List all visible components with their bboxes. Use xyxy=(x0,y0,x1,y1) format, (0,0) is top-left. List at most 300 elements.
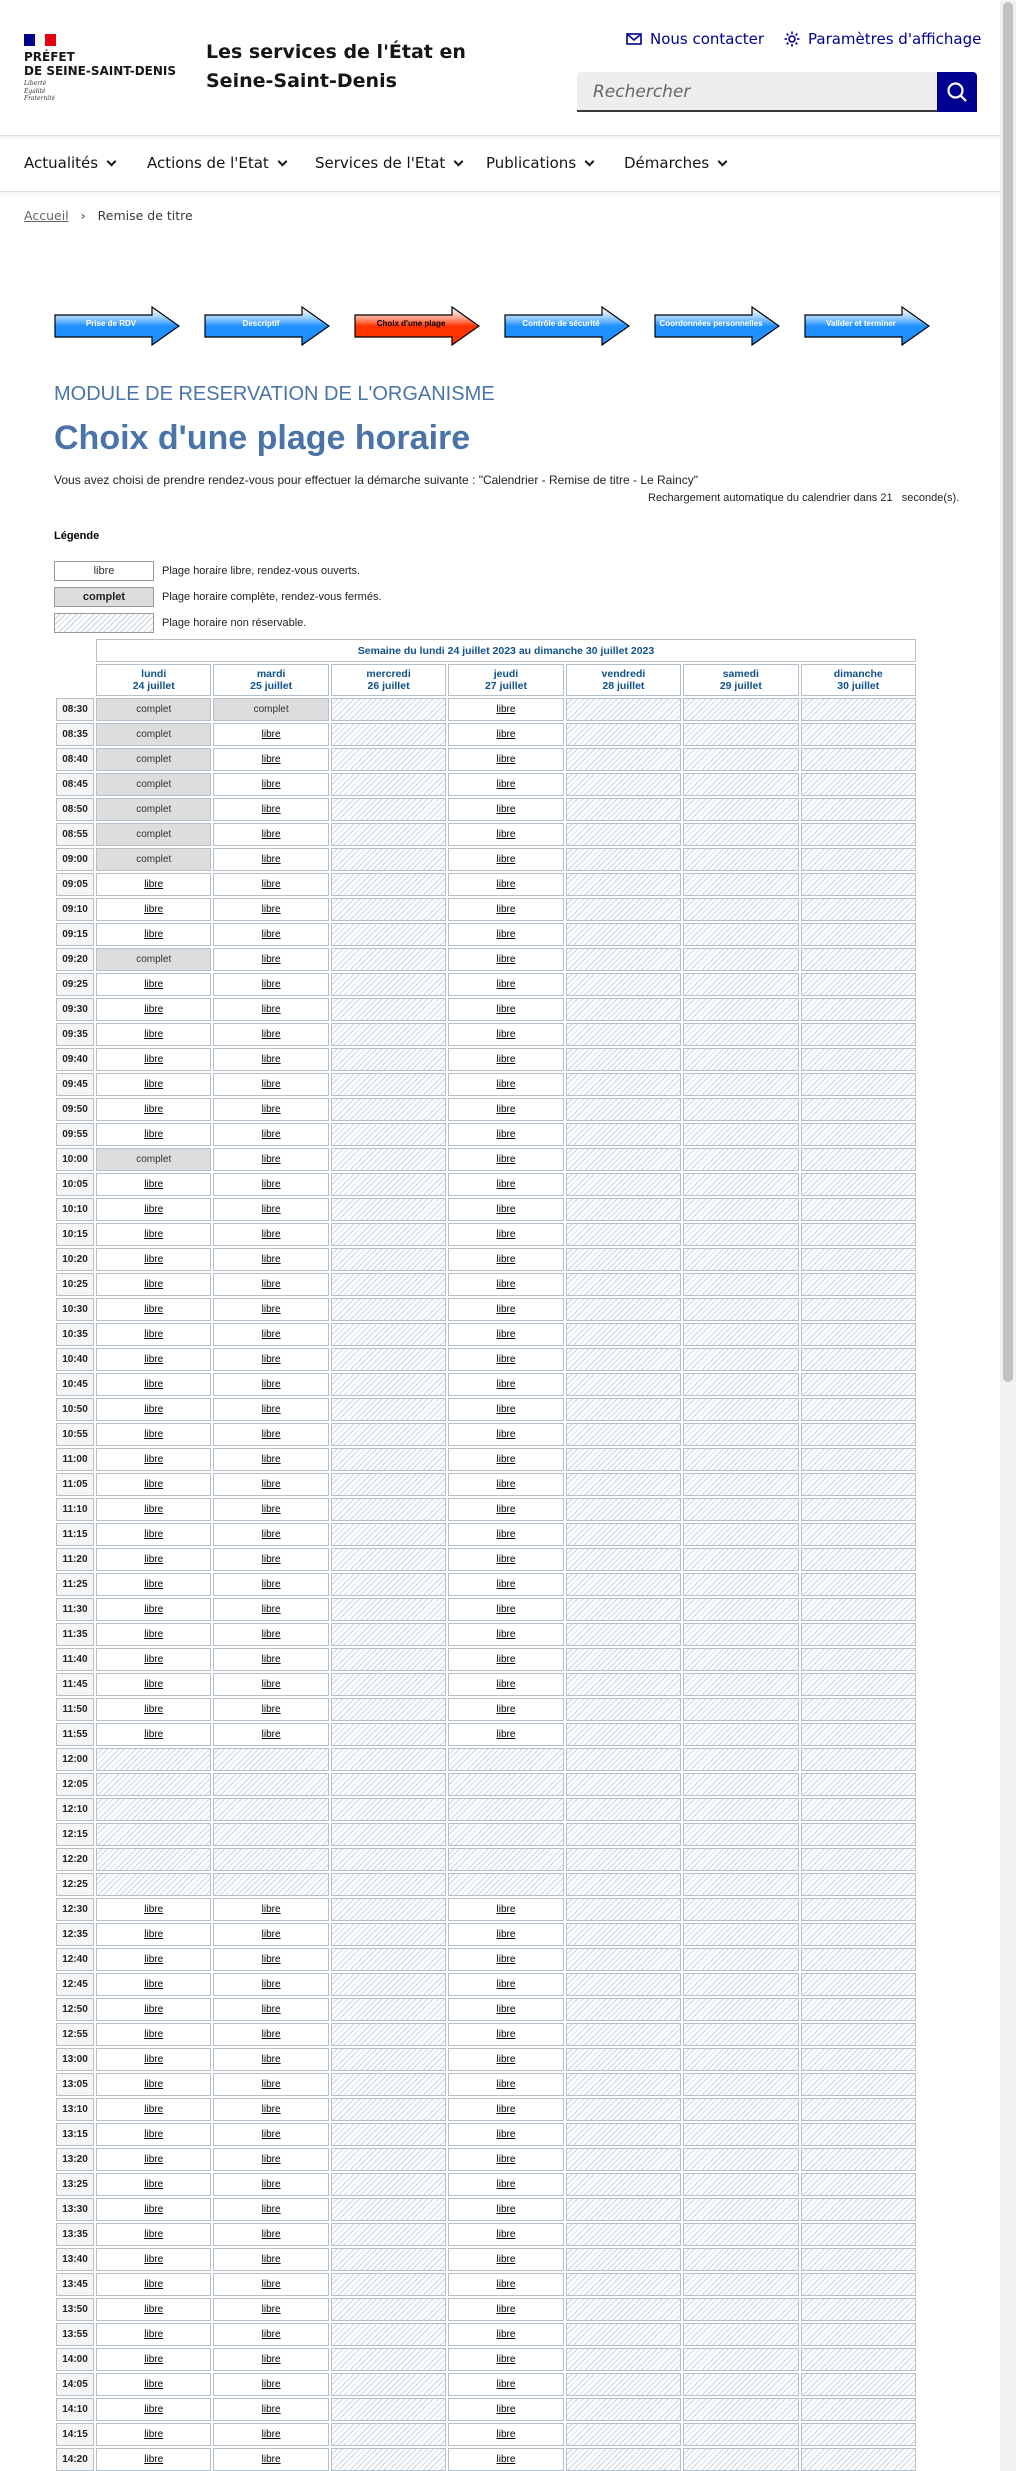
slot-libre[interactable] xyxy=(213,1998,328,2021)
slot-libre[interactable] xyxy=(448,1223,563,1246)
slot-libre[interactable] xyxy=(213,848,328,871)
slot-link[interactable]: libre xyxy=(496,854,516,865)
slot-link[interactable]: libre xyxy=(261,2404,281,2415)
slot-libre[interactable] xyxy=(213,2098,328,2121)
slot-libre[interactable] xyxy=(213,873,328,896)
slot-link[interactable]: libre xyxy=(144,1354,164,1365)
slot-libre[interactable] xyxy=(213,798,328,821)
slot-link[interactable]: libre xyxy=(496,2354,516,2365)
slot-libre[interactable] xyxy=(448,1948,563,1971)
slot-link[interactable]: libre xyxy=(144,1279,164,1290)
slot-link[interactable]: libre xyxy=(496,1679,516,1690)
slot-link[interactable]: libre xyxy=(261,1679,281,1690)
slot-link[interactable]: libre xyxy=(261,2079,281,2090)
slot-libre[interactable] xyxy=(448,798,563,821)
slot-link[interactable]: libre xyxy=(144,1379,164,1390)
slot-libre[interactable] xyxy=(213,2048,328,2071)
slot-libre[interactable] xyxy=(213,1298,328,1321)
slot-libre[interactable] xyxy=(96,2198,211,2221)
slot-libre[interactable] xyxy=(96,1273,211,1296)
slot-link[interactable]: libre xyxy=(496,1654,516,1665)
slot-link[interactable]: libre xyxy=(496,1979,516,1990)
slot-libre[interactable] xyxy=(448,1098,563,1121)
slot-link[interactable]: libre xyxy=(261,1354,281,1365)
slot-link[interactable]: libre xyxy=(496,1254,516,1265)
slot-link[interactable]: libre xyxy=(261,2429,281,2440)
nav-item-demarches[interactable] xyxy=(624,154,726,172)
slot-libre[interactable] xyxy=(448,1148,563,1171)
slot-link[interactable]: libre xyxy=(261,829,281,840)
slot-libre[interactable] xyxy=(213,998,328,1021)
slot-link[interactable]: libre xyxy=(144,1404,164,1415)
slot-link[interactable]: libre xyxy=(261,2354,281,2365)
slot-link[interactable]: libre xyxy=(261,1129,281,1140)
slot-link[interactable]: libre xyxy=(144,1454,164,1465)
slot-link[interactable]: libre xyxy=(144,2004,164,2015)
slot-link[interactable]: libre xyxy=(261,1279,281,1290)
slot-link[interactable]: libre xyxy=(144,1529,164,1540)
slot-libre[interactable] xyxy=(448,723,563,746)
slot-link[interactable]: libre xyxy=(496,1304,516,1315)
slot-link[interactable]: libre xyxy=(144,1629,164,1640)
slot-libre[interactable] xyxy=(213,2173,328,2196)
slot-link[interactable]: libre xyxy=(261,2004,281,2015)
slot-link[interactable]: libre xyxy=(261,879,281,890)
slot-link[interactable]: libre xyxy=(261,2129,281,2140)
slot-link[interactable]: libre xyxy=(261,1929,281,1940)
slot-libre[interactable] xyxy=(96,1198,211,1221)
slot-link[interactable]: libre xyxy=(496,2329,516,2340)
slot-libre[interactable] xyxy=(96,2098,211,2121)
slot-link[interactable]: libre xyxy=(496,2104,516,2115)
slot-libre[interactable] xyxy=(96,923,211,946)
slot-libre[interactable] xyxy=(213,2348,328,2371)
slot-link[interactable]: libre xyxy=(496,2129,516,2140)
slot-link[interactable]: libre xyxy=(261,1304,281,1315)
slot-link[interactable]: libre xyxy=(144,1429,164,1440)
slot-libre[interactable] xyxy=(448,1723,563,1746)
slot-link[interactable]: libre xyxy=(144,1029,164,1040)
slot-libre[interactable] xyxy=(448,1048,563,1071)
slot-link[interactable]: libre xyxy=(144,2279,164,2290)
slot-libre[interactable] xyxy=(448,2123,563,2146)
slot-libre[interactable] xyxy=(96,2248,211,2271)
slot-libre[interactable] xyxy=(213,1473,328,1496)
slot-link[interactable]: libre xyxy=(144,1104,164,1115)
slot-libre[interactable] xyxy=(448,823,563,846)
slot-libre[interactable] xyxy=(213,2448,328,2471)
slot-libre[interactable] xyxy=(96,1423,211,1446)
slot-libre[interactable] xyxy=(213,1048,328,1071)
slot-libre[interactable] xyxy=(448,2273,563,2296)
slot-link[interactable]: libre xyxy=(144,2229,164,2240)
slot-libre[interactable] xyxy=(213,2073,328,2096)
prefet-logo-text[interactable] xyxy=(24,50,176,78)
slot-libre[interactable] xyxy=(213,1098,328,1121)
slot-link[interactable]: libre xyxy=(261,1204,281,1215)
slot-libre[interactable] xyxy=(96,1523,211,1546)
slot-libre[interactable] xyxy=(96,1648,211,1671)
slot-link[interactable]: libre xyxy=(496,1629,516,1640)
slot-link[interactable]: libre xyxy=(496,779,516,790)
slot-libre[interactable] xyxy=(448,2198,563,2221)
slot-link[interactable]: libre xyxy=(496,979,516,990)
slot-libre[interactable] xyxy=(448,1173,563,1196)
scrollbar-thumb[interactable] xyxy=(1003,2,1013,1382)
slot-link[interactable]: libre xyxy=(261,804,281,815)
slot-libre[interactable] xyxy=(448,1698,563,1721)
slot-link[interactable]: libre xyxy=(144,1204,164,1215)
slot-link[interactable]: libre xyxy=(261,1429,281,1440)
slot-libre[interactable] xyxy=(448,2323,563,2346)
slot-libre[interactable] xyxy=(448,1623,563,1646)
slot-libre[interactable] xyxy=(213,1548,328,1571)
slot-link[interactable]: libre xyxy=(496,2304,516,2315)
slot-link[interactable]: libre xyxy=(144,2054,164,2065)
slot-link[interactable]: libre xyxy=(496,2079,516,2090)
slot-link[interactable]: libre xyxy=(144,1654,164,1665)
slot-link[interactable]: libre xyxy=(261,1004,281,1015)
slot-libre[interactable] xyxy=(213,923,328,946)
slot-link[interactable]: libre xyxy=(496,1179,516,1190)
slot-libre[interactable] xyxy=(96,1673,211,1696)
slot-libre[interactable] xyxy=(96,2323,211,2346)
slot-libre[interactable] xyxy=(448,1323,563,1346)
slot-libre[interactable] xyxy=(213,1223,328,1246)
slot-link[interactable]: libre xyxy=(144,904,164,915)
slot-libre[interactable] xyxy=(96,2423,211,2446)
slot-link[interactable]: libre xyxy=(496,2054,516,2065)
slot-libre[interactable] xyxy=(96,973,211,996)
slot-libre[interactable] xyxy=(96,1598,211,1621)
slot-link[interactable]: libre xyxy=(496,2179,516,2190)
slot-libre[interactable] xyxy=(96,1973,211,1996)
slot-libre[interactable] xyxy=(96,1473,211,1496)
nav-item-actualites[interactable] xyxy=(24,154,115,172)
slot-link[interactable]: libre xyxy=(261,1229,281,1240)
slot-libre[interactable] xyxy=(213,1973,328,1996)
slot-link[interactable]: libre xyxy=(144,1479,164,1490)
slot-libre[interactable] xyxy=(448,1573,563,1596)
slot-link[interactable]: libre xyxy=(144,879,164,890)
slot-link[interactable]: libre xyxy=(496,1129,516,1140)
slot-link[interactable]: libre xyxy=(496,1029,516,1040)
slot-libre[interactable] xyxy=(213,1673,328,1696)
slot-libre[interactable] xyxy=(213,1373,328,1396)
slot-libre[interactable] xyxy=(448,848,563,871)
slot-link[interactable]: libre xyxy=(261,1954,281,1965)
slot-libre[interactable] xyxy=(448,1273,563,1296)
site-title[interactable]: Les services de l'État en Seine-Saint-Denis xyxy=(206,41,466,92)
slot-libre[interactable] xyxy=(448,1373,563,1396)
slot-link[interactable]: libre xyxy=(144,2079,164,2090)
slot-link[interactable]: libre xyxy=(496,2404,516,2415)
slot-libre[interactable] xyxy=(448,2248,563,2271)
slot-link[interactable]: libre xyxy=(496,1279,516,1290)
slot-link[interactable]: libre xyxy=(261,1379,281,1390)
slot-link[interactable]: libre xyxy=(496,804,516,815)
slot-link[interactable]: libre xyxy=(496,729,516,740)
slot-libre[interactable] xyxy=(213,1198,328,1221)
slot-libre[interactable] xyxy=(96,1898,211,1921)
slot-libre[interactable] xyxy=(213,1948,328,1971)
slot-libre[interactable] xyxy=(96,1698,211,1721)
slot-libre[interactable] xyxy=(96,2373,211,2396)
slot-libre[interactable] xyxy=(448,1123,563,1146)
slot-libre[interactable] xyxy=(213,723,328,746)
slot-link[interactable]: libre xyxy=(144,1604,164,1615)
slot-libre[interactable] xyxy=(448,1448,563,1471)
slot-libre[interactable] xyxy=(96,1373,211,1396)
slot-link[interactable]: libre xyxy=(261,754,281,765)
slot-link[interactable]: libre xyxy=(144,1504,164,1515)
slot-link[interactable]: libre xyxy=(496,1479,516,1490)
slot-libre[interactable] xyxy=(213,1398,328,1421)
search-input[interactable]: Rechercher xyxy=(577,72,937,112)
slot-libre[interactable] xyxy=(96,2173,211,2196)
slot-link[interactable]: libre xyxy=(261,779,281,790)
slot-libre[interactable] xyxy=(96,1548,211,1571)
slot-libre[interactable] xyxy=(213,1348,328,1371)
slot-libre[interactable] xyxy=(448,2023,563,2046)
slot-link[interactable]: libre xyxy=(144,1329,164,1340)
slot-libre[interactable] xyxy=(448,873,563,896)
slot-libre[interactable] xyxy=(213,1423,328,1446)
slot-libre[interactable] xyxy=(448,1598,563,1621)
slot-link[interactable]: libre xyxy=(144,2379,164,2390)
slot-link[interactable]: libre xyxy=(496,2454,516,2465)
slot-link[interactable]: libre xyxy=(261,2254,281,2265)
slot-link[interactable]: libre xyxy=(496,2429,516,2440)
slot-libre[interactable] xyxy=(213,2298,328,2321)
slot-link[interactable]: libre xyxy=(496,1154,516,1165)
slot-link[interactable]: libre xyxy=(496,2254,516,2265)
slot-libre[interactable] xyxy=(213,1598,328,1621)
slot-libre[interactable] xyxy=(448,2098,563,2121)
slot-libre[interactable] xyxy=(448,1073,563,1096)
slot-libre[interactable] xyxy=(448,1423,563,1446)
slot-libre[interactable] xyxy=(96,1023,211,1046)
slot-libre[interactable] xyxy=(96,1923,211,1946)
slot-link[interactable]: libre xyxy=(261,1729,281,1740)
slot-libre[interactable] xyxy=(96,1623,211,1646)
slot-link[interactable]: libre xyxy=(144,2304,164,2315)
slot-libre[interactable] xyxy=(213,1523,328,1546)
nav-item-services[interactable] xyxy=(315,154,462,172)
slot-libre[interactable] xyxy=(448,1198,563,1221)
slot-link[interactable]: libre xyxy=(261,929,281,940)
slot-link[interactable]: libre xyxy=(144,1554,164,1565)
slot-libre[interactable] xyxy=(96,1398,211,1421)
slot-libre[interactable] xyxy=(448,923,563,946)
slot-link[interactable]: libre xyxy=(496,2229,516,2240)
slot-libre[interactable] xyxy=(213,823,328,846)
slot-link[interactable]: libre xyxy=(496,1579,516,1590)
slot-link[interactable]: libre xyxy=(144,2454,164,2465)
slot-link[interactable]: libre xyxy=(261,1529,281,1540)
slot-libre[interactable] xyxy=(213,1148,328,1171)
slot-link[interactable]: libre xyxy=(261,1404,281,1415)
slot-link[interactable]: libre xyxy=(496,1329,516,1340)
slot-link[interactable]: libre xyxy=(144,2404,164,2415)
slot-link[interactable]: libre xyxy=(261,1629,281,1640)
slot-libre[interactable] xyxy=(96,2273,211,2296)
slot-link[interactable]: libre xyxy=(261,1904,281,1915)
slot-libre[interactable] xyxy=(96,1173,211,1196)
slot-link[interactable]: libre xyxy=(261,729,281,740)
slot-link[interactable]: libre xyxy=(261,1579,281,1590)
slot-link[interactable]: libre xyxy=(261,1979,281,1990)
slot-libre[interactable] xyxy=(213,2273,328,2296)
slot-link[interactable]: libre xyxy=(144,1679,164,1690)
slot-libre[interactable] xyxy=(213,1273,328,1296)
slot-link[interactable]: libre xyxy=(144,2029,164,2040)
slot-libre[interactable] xyxy=(213,1448,328,1471)
slot-link[interactable]: libre xyxy=(144,1304,164,1315)
slot-link[interactable]: libre xyxy=(496,704,516,715)
slot-link[interactable]: libre xyxy=(144,2129,164,2140)
slot-link[interactable]: libre xyxy=(496,2154,516,2165)
slot-link[interactable]: libre xyxy=(261,1454,281,1465)
slot-libre[interactable] xyxy=(448,1923,563,1946)
slot-link[interactable]: libre xyxy=(144,2254,164,2265)
slot-libre[interactable] xyxy=(213,1023,328,1046)
slot-libre[interactable] xyxy=(448,1023,563,1046)
slot-link[interactable]: libre xyxy=(496,1429,516,1440)
slot-link[interactable]: libre xyxy=(261,1479,281,1490)
slot-libre[interactable] xyxy=(448,1398,563,1421)
slot-link[interactable]: libre xyxy=(261,2104,281,2115)
slot-link[interactable]: libre xyxy=(496,1404,516,1415)
slot-libre[interactable] xyxy=(213,1173,328,1196)
slot-link[interactable]: libre xyxy=(496,1604,516,1615)
breadcrumb-home-link[interactable]: Accueil xyxy=(24,208,69,223)
slot-link[interactable]: libre xyxy=(261,2454,281,2465)
slot-link[interactable]: libre xyxy=(496,1229,516,1240)
slot-libre[interactable] xyxy=(96,2123,211,2146)
slot-link[interactable]: libre xyxy=(144,1979,164,1990)
slot-link[interactable]: libre xyxy=(144,1179,164,1190)
slot-libre[interactable] xyxy=(213,1123,328,1146)
slot-link[interactable]: libre xyxy=(144,1129,164,1140)
slot-link[interactable]: libre xyxy=(496,1504,516,1515)
slot-link[interactable]: libre xyxy=(261,2329,281,2340)
slot-link[interactable]: libre xyxy=(496,1954,516,1965)
slot-libre[interactable] xyxy=(213,1248,328,1271)
slot-link[interactable]: libre xyxy=(496,2379,516,2390)
slot-link[interactable]: libre xyxy=(496,2029,516,2040)
slot-link[interactable]: libre xyxy=(496,1004,516,1015)
slot-libre[interactable] xyxy=(448,1473,563,1496)
slot-libre[interactable] xyxy=(96,898,211,921)
slot-libre[interactable] xyxy=(96,1098,211,1121)
slot-link[interactable]: libre xyxy=(144,2329,164,2340)
slot-libre[interactable] xyxy=(213,2398,328,2421)
slot-link[interactable]: libre xyxy=(261,1079,281,1090)
slot-libre[interactable] xyxy=(448,973,563,996)
slot-libre[interactable] xyxy=(213,1573,328,1596)
slot-libre[interactable] xyxy=(448,1673,563,1696)
slot-link[interactable]: libre xyxy=(496,1529,516,1540)
slot-link[interactable]: libre xyxy=(496,929,516,940)
slot-libre[interactable] xyxy=(96,1048,211,1071)
slot-libre[interactable] xyxy=(448,1523,563,1546)
slot-libre[interactable] xyxy=(213,1073,328,1096)
slot-libre[interactable] xyxy=(213,1923,328,1946)
slot-libre[interactable] xyxy=(96,1223,211,1246)
slot-link[interactable]: libre xyxy=(261,1504,281,1515)
slot-libre[interactable] xyxy=(448,2398,563,2421)
slot-link[interactable]: libre xyxy=(144,1004,164,1015)
slot-libre[interactable] xyxy=(213,2373,328,2396)
slot-link[interactable]: libre xyxy=(144,2179,164,2190)
slot-libre[interactable] xyxy=(448,2048,563,2071)
slot-libre[interactable] xyxy=(448,1548,563,1571)
slot-link[interactable]: libre xyxy=(261,979,281,990)
slot-link[interactable]: libre xyxy=(144,2204,164,2215)
slot-libre[interactable] xyxy=(96,1073,211,1096)
slot-link[interactable]: libre xyxy=(496,1054,516,1065)
slot-libre[interactable] xyxy=(96,2023,211,2046)
slot-link[interactable]: libre xyxy=(144,2154,164,2165)
slot-link[interactable]: libre xyxy=(261,2379,281,2390)
slot-libre[interactable] xyxy=(96,2398,211,2421)
slot-libre[interactable] xyxy=(448,773,563,796)
slot-libre[interactable] xyxy=(448,1348,563,1371)
slot-libre[interactable] xyxy=(213,1723,328,1746)
slot-link[interactable]: libre xyxy=(144,1579,164,1590)
slot-libre[interactable] xyxy=(448,2073,563,2096)
slot-link[interactable]: libre xyxy=(144,2104,164,2115)
slot-link[interactable]: libre xyxy=(496,829,516,840)
slot-link[interactable]: libre xyxy=(496,2004,516,2015)
slot-libre[interactable] xyxy=(448,2348,563,2371)
slot-link[interactable]: libre xyxy=(261,2029,281,2040)
slot-libre[interactable] xyxy=(213,2023,328,2046)
slot-link[interactable]: libre xyxy=(261,2279,281,2290)
slot-libre[interactable] xyxy=(448,2373,563,2396)
slot-link[interactable]: libre xyxy=(144,1904,164,1915)
slot-libre[interactable] xyxy=(213,2148,328,2171)
slot-link[interactable]: libre xyxy=(496,1204,516,1215)
slot-link[interactable]: libre xyxy=(496,1554,516,1565)
slot-libre[interactable] xyxy=(448,1973,563,1996)
slot-link[interactable]: libre xyxy=(261,2304,281,2315)
slot-libre[interactable] xyxy=(448,1648,563,1671)
slot-libre[interactable] xyxy=(448,2423,563,2446)
slot-libre[interactable] xyxy=(448,2448,563,2471)
slot-link[interactable]: libre xyxy=(261,2229,281,2240)
search-button[interactable] xyxy=(937,72,977,112)
slot-link[interactable]: libre xyxy=(144,2354,164,2365)
slot-link[interactable]: libre xyxy=(261,1104,281,1115)
slot-libre[interactable] xyxy=(96,1573,211,1596)
slot-libre[interactable] xyxy=(96,2148,211,2171)
slot-link[interactable]: libre xyxy=(144,1729,164,1740)
slot-libre[interactable] xyxy=(448,2223,563,2246)
slot-link[interactable]: libre xyxy=(496,1929,516,1940)
slot-link[interactable]: libre xyxy=(261,2054,281,2065)
slot-link[interactable]: libre xyxy=(496,2279,516,2290)
slot-libre[interactable] xyxy=(96,1298,211,1321)
slot-link[interactable]: libre xyxy=(496,1904,516,1915)
scrollbar[interactable] xyxy=(1000,0,1016,2471)
slot-link[interactable]: libre xyxy=(261,1329,281,1340)
slot-libre[interactable] xyxy=(213,973,328,996)
slot-libre[interactable] xyxy=(213,898,328,921)
slot-link[interactable]: libre xyxy=(261,2204,281,2215)
slot-libre[interactable] xyxy=(448,1498,563,1521)
